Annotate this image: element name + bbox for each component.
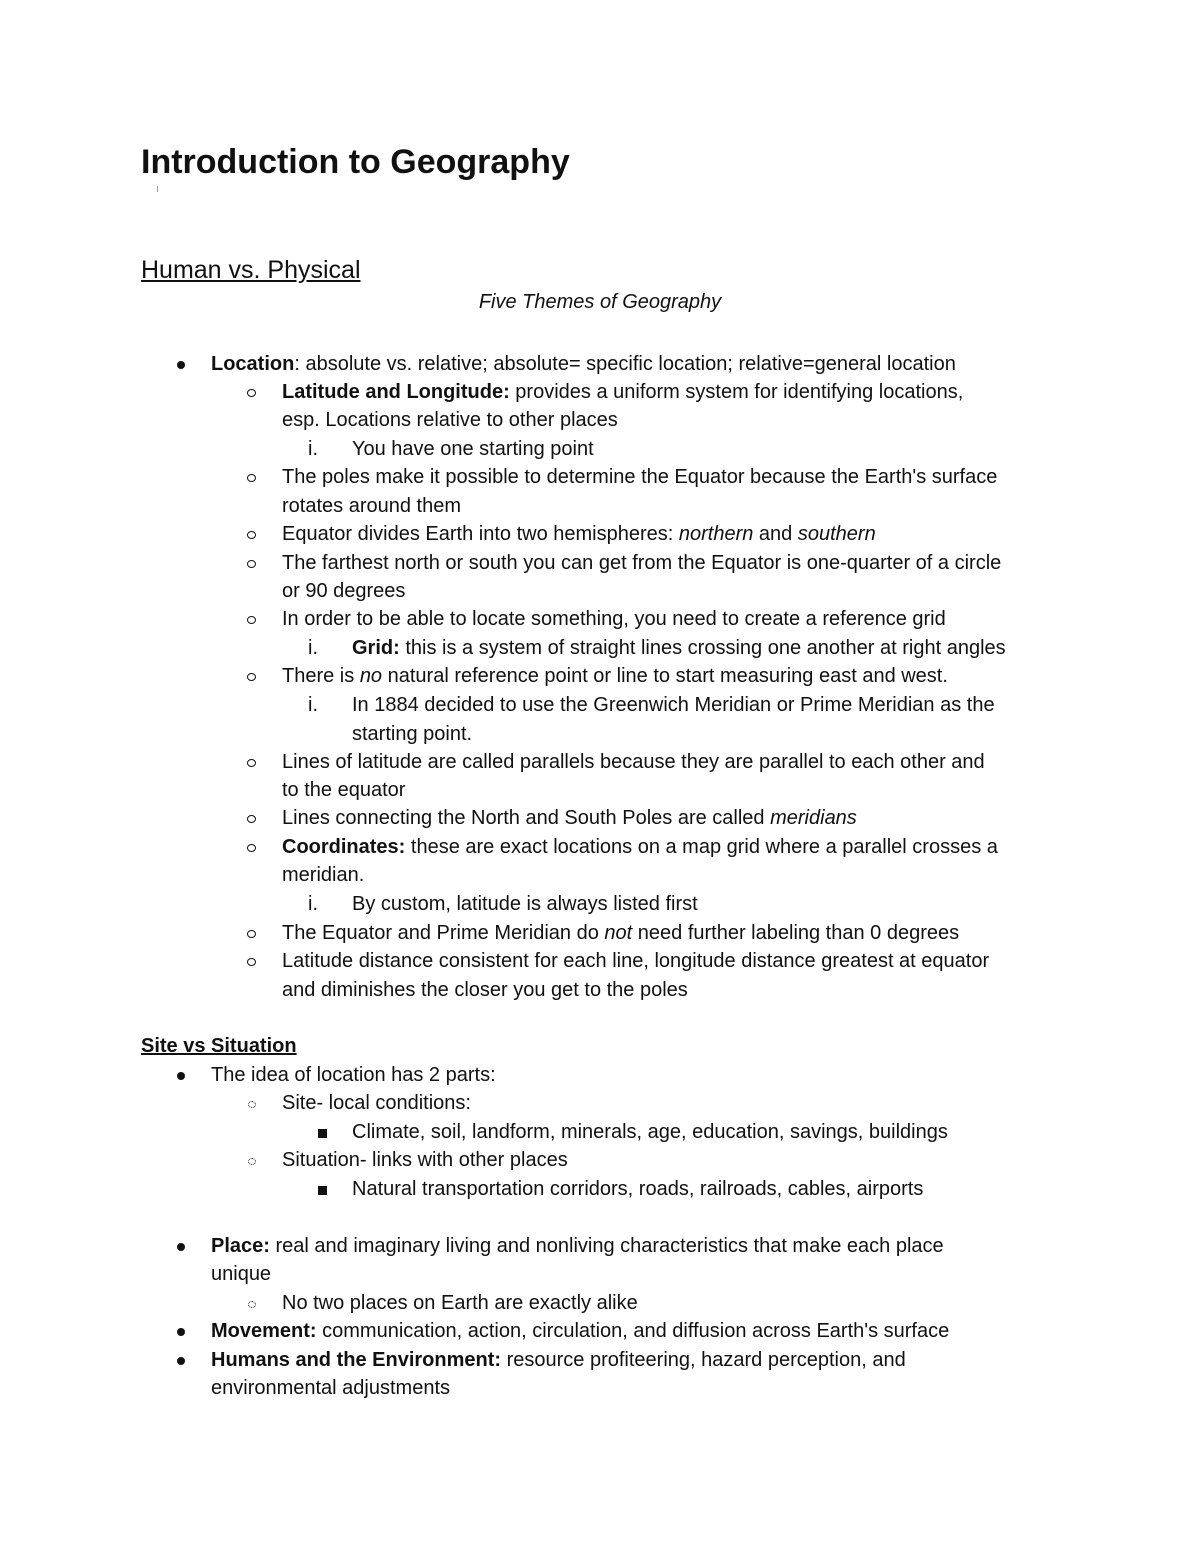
equator-text: Equator divides Earth into two hemispheres: <box>282 523 679 545</box>
list-item-grid <box>352 634 1006 662</box>
list-item-equator-prime <box>282 919 959 947</box>
list-item-meridians <box>282 804 857 832</box>
list-item-natural-reference <box>282 662 948 690</box>
list-item-situation-items: Natural transportation corridors, roads, railroads, cables, airports <box>352 1178 924 1200</box>
term-latlong: Latitude and Longitude: <box>282 381 510 403</box>
cursor-mark <box>157 186 158 192</box>
list-item-custom: By custom, latitude is always listed first <box>352 893 698 915</box>
meridians-text: Lines connecting the North and South Poles are called <box>282 807 771 829</box>
grid-text: this is a system of straight lines crossing one another at right angles <box>399 637 1006 659</box>
section-heading: Human vs. Physical <box>141 256 361 284</box>
equator-north: northern <box>678 523 754 545</box>
term-grid: Grid: <box>352 637 400 659</box>
section-subtitle: Five Themes of Geography <box>478 291 722 313</box>
bullet-icon <box>177 1328 185 1336</box>
circle-bullet-icon <box>247 759 256 767</box>
circle-bullet-icon <box>247 844 256 852</box>
list-item-location <box>211 350 956 378</box>
list-item-place <box>211 1232 944 1260</box>
equator-prime-not: not <box>604 922 633 944</box>
circle-bullet-icon <box>247 958 256 966</box>
bullet-icon <box>177 1357 185 1365</box>
dotted-circle-bullet-icon <box>248 1101 256 1108</box>
natural-no: no <box>359 665 383 687</box>
roman-marker: i. <box>308 438 318 460</box>
list-item-place-sub: No two places on Earth are exactly alike <box>282 1292 638 1314</box>
list-item-starting-point: You have one starting point <box>352 438 594 460</box>
site-situation-heading: Site vs Situation <box>141 1035 297 1057</box>
coordinates-text: these are exact locations on a map grid where a parallel crosses a <box>405 836 998 858</box>
list-item-humans-environment-line2: environmental adjustments <box>211 1377 451 1399</box>
list-item-latlong <box>282 378 963 406</box>
bullet-icon <box>177 361 185 369</box>
latlong-text: provides a uniform system for identifying locations, <box>509 381 964 403</box>
list-item-farthest: The farthest north or south you can get from the Equator is one-quarter of a circle <box>282 552 1002 574</box>
roman-marker: i. <box>308 637 318 659</box>
bullet-icon <box>177 1072 185 1080</box>
circle-bullet-icon <box>247 389 256 397</box>
list-item-1884: In 1884 decided to use the Greenwich Meridian or Prime Meridian as the <box>352 694 995 716</box>
equator-prime-text-a: The Equator and Prime Meridian do <box>282 922 605 944</box>
list-item-1884-line2: starting point. <box>352 723 473 745</box>
natural-text-a: There is <box>282 665 360 687</box>
bullet-icon <box>177 1243 185 1251</box>
place-text: real and imaginary living and nonliving characteristics that make each place <box>269 1235 944 1257</box>
equator-prime-text-b: need further labeling than 0 degrees <box>632 922 960 944</box>
list-item-coordinates-line2: meridian. <box>282 864 365 886</box>
square-bullet-icon <box>318 1129 327 1138</box>
list-item-movement <box>211 1317 949 1345</box>
list-item-parallels-line2: to the equator <box>282 779 406 801</box>
circle-bullet-icon <box>247 531 256 539</box>
equator-and: and <box>753 523 798 545</box>
list-item-parallels: Lines of latitude are called parallels because they are parallel to each other and <box>282 751 985 773</box>
list-item-situation: Situation- links with other places <box>282 1149 568 1171</box>
square-bullet-icon <box>318 1186 327 1195</box>
humans-text: resource profiteering, hazard perception, and <box>501 1349 906 1371</box>
list-item-farthest-line2: or 90 degrees <box>282 580 406 602</box>
natural-text-b: natural reference point or line to start measuring east and west. <box>382 665 948 687</box>
list-item-poles: The poles make it possible to determine the Equator because the Earth's surface <box>282 466 998 488</box>
list-item-place-line2: unique <box>211 1263 272 1285</box>
circle-bullet-icon <box>247 930 256 938</box>
list-item-grid-intro: In order to be able to locate something, you need to create a reference grid <box>282 608 946 630</box>
list-item-distance-line2: and diminishes the closer you get to the poles <box>282 979 688 1001</box>
list-item-distance: Latitude distance consistent for each line, longitude distance greatest at equator <box>282 950 990 972</box>
term-location: Location <box>211 353 295 375</box>
list-item-poles-line2: rotates around them <box>282 495 461 517</box>
roman-marker: i. <box>308 694 318 716</box>
page-title: Introduction to Geography <box>141 143 570 181</box>
location-text: : absolute vs. relative; absolute= specific location; relative=general location <box>294 353 956 375</box>
movement-text: communication, action, circulation, and diffusion across Earth's surface <box>316 1320 950 1342</box>
term-humans-environment: Humans and the Environment: <box>211 1349 502 1371</box>
circle-bullet-icon <box>247 815 256 823</box>
list-item-equator <box>282 520 876 548</box>
latlong-text-line2: esp. Locations relative to other places <box>282 409 618 431</box>
circle-bullet-icon <box>247 474 256 482</box>
circle-bullet-icon <box>247 616 256 624</box>
equator-south: southern <box>797 523 876 545</box>
dotted-circle-bullet-icon <box>248 1301 256 1308</box>
list-item-humans-environment <box>211 1346 906 1374</box>
list-item-site: Site- local conditions: <box>282 1092 471 1114</box>
meridians-term: meridians <box>770 807 857 829</box>
term-movement: Movement: <box>211 1320 317 1342</box>
dotted-circle-bullet-icon <box>248 1158 256 1165</box>
list-item-coordinates <box>282 833 998 861</box>
circle-bullet-icon <box>247 560 256 568</box>
list-item-location-parts: The idea of location has 2 parts: <box>211 1064 496 1086</box>
term-place: Place: <box>211 1235 270 1257</box>
roman-marker: i. <box>308 893 318 915</box>
list-item-site-items: Climate, soil, landform, minerals, age, education, savings, buildings <box>352 1121 948 1143</box>
circle-bullet-icon <box>247 673 256 681</box>
term-coordinates: Coordinates: <box>282 836 406 858</box>
